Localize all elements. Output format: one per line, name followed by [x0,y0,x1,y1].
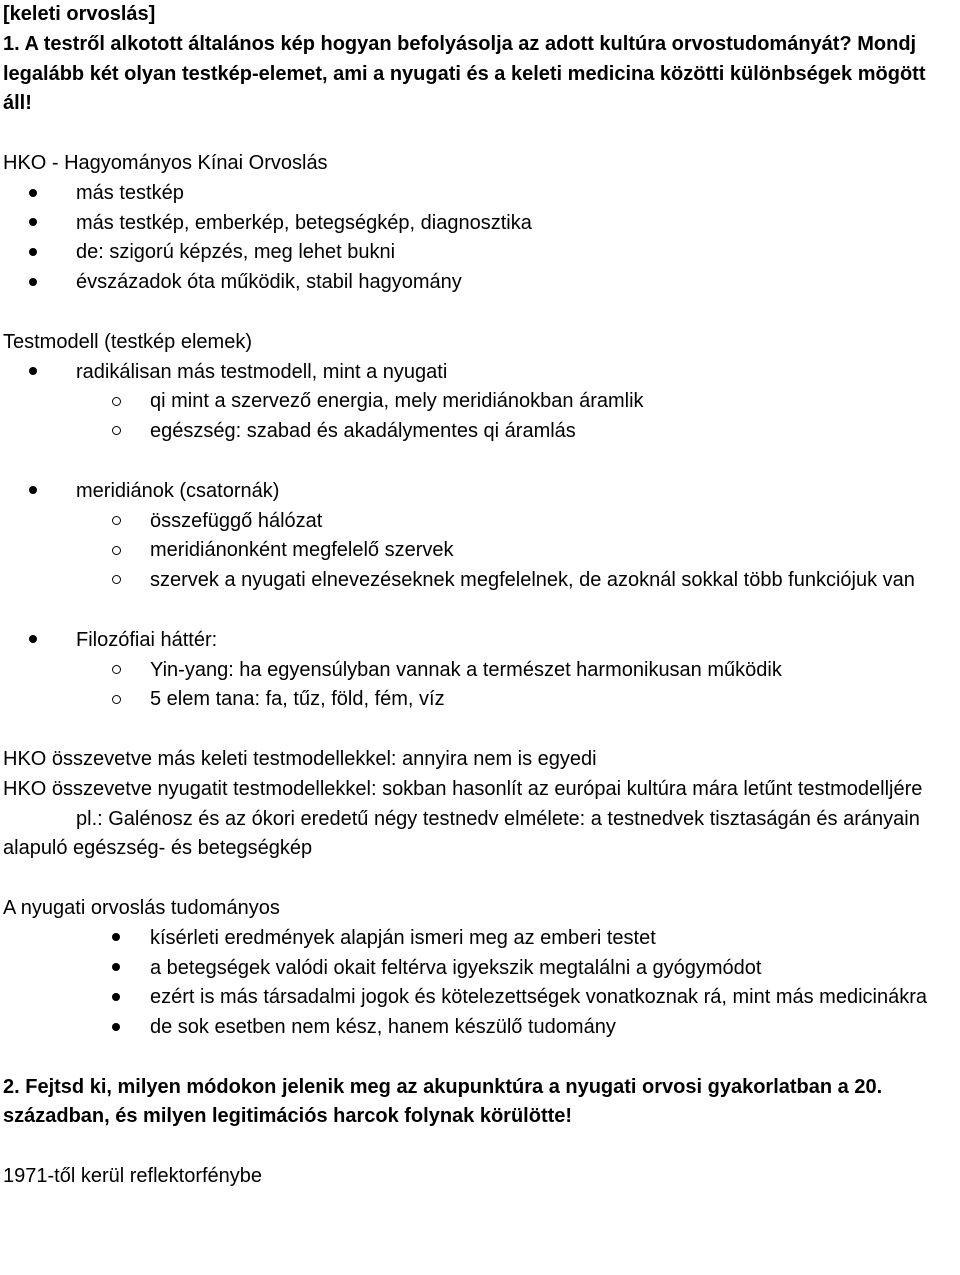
question-2-answer: 1971-től kerül reflektorfénybe [3,1165,263,1188]
section-tag: [keleti orvoslás] [3,3,156,25]
bullet-dot-icon [112,963,120,971]
bullet-dot-icon [112,933,120,941]
bullet-dot-icon [29,635,37,643]
comparison-line-2: HKO összevetve nyugatit testmodellekkel: sokban hasonlít az európai kultúra mára letűnt testmodelljére [3,777,923,800]
bullet-circle-icon [112,516,121,525]
sub-list-item: Yin-yang: ha egyensúlyban vannak a természet harmonikusan működik [3,656,953,686]
sub-list-item: szervek a nyugati elnevezéseknek megfelelnek, de azoknál sokkal több funkciójuk van [3,566,953,596]
testmodell-heading: Testmodell (testkép elemek) [3,330,252,353]
bullet-dot-icon [29,218,37,226]
list-item: meridiánok (csatornák) [3,477,953,507]
bullet-circle-icon [112,665,121,674]
question-1: 1. A testről alkotott általános kép hogyan befolyásolja az adott kultúra orvostudományát? Mondj legalább két olyan testkép-elemet, ami a nyugati és a keleti medicina közötti különbségek mögött áll! [3,32,926,115]
list-item: radikálisan más testmodell, mint a nyugati [3,358,953,388]
bullet-circle-icon [112,426,121,435]
philosophy-list [3,626,953,715]
question-2: 2. Fejtsd ki, milyen módokon jelenik meg az akupunktúra a nyugati orvosi gyakorlatban a 20. században, és milyen legitimációs harcok folynak körülötte! [3,1075,883,1128]
list-item: ezért is más társadalmi jogok és kötelezettségek vonatkoznak rá, mint más medicinákra [3,983,953,1013]
bullet-circle-icon [112,546,121,555]
list-item: a betegségek valódi okait feltérva igyekszik megtalálni a gyógymódot [3,954,953,984]
bullet-circle-icon [112,695,121,704]
sub-list-item: 5 elem tana: fa, tűz, föld, fém, víz [3,685,953,715]
bullet-dot-icon [29,367,37,375]
western-list [3,924,953,1043]
list-item: más testkép [3,179,953,209]
testmodell-list [3,358,953,447]
sub-list-item: összefüggő hálózat [3,507,953,537]
list-item: de sok esetben nem kész, hanem készülő tudomány [3,1013,953,1043]
list-item: kísérleti eredmények alapján ismeri meg az emberi testet [3,924,953,954]
comparison-example: pl.: Galénosz és az ókori eredetű négy testnedv elmélete: a testnedvek tisztaságán és arányain alapuló egészség- és betegségkép [3,807,920,860]
list-item: évszázadok óta működik, stabil hagyomány [3,268,953,298]
bullet-dot-icon [29,486,37,494]
bullet-circle-icon [112,575,121,584]
bullet-dot-icon [29,248,37,256]
bullet-dot-icon [112,993,120,1001]
document-page [3,0,953,1192]
sub-list-item: egészség: szabad és akadálymentes qi áramlás [3,417,953,447]
bullet-dot-icon [112,1023,120,1031]
sub-list-item: meridiánonként megfelelő szervek [3,536,953,566]
list-item: de: szigorú képzés, meg lehet bukni [3,238,953,268]
western-heading: A nyugati orvoslás tudományos [3,896,280,919]
bullet-dot-icon [29,189,37,197]
hko-list [3,179,953,298]
comparison-line-1: HKO összevetve más keleti testmodellekkel: annyira nem is egyedi [3,747,597,770]
meridian-list [3,477,953,596]
sub-list-item: qi mint a szervező energia, mely meridiánokban áramlik [3,387,953,417]
list-item: más testkép, emberkép, betegségkép, diagnosztika [3,209,953,239]
list-item: Filozófiai háttér: [3,626,953,656]
bullet-circle-icon [112,397,121,406]
bullet-dot-icon [29,278,37,286]
hko-heading: HKO - Hagyományos Kínai Orvoslás [3,151,328,174]
